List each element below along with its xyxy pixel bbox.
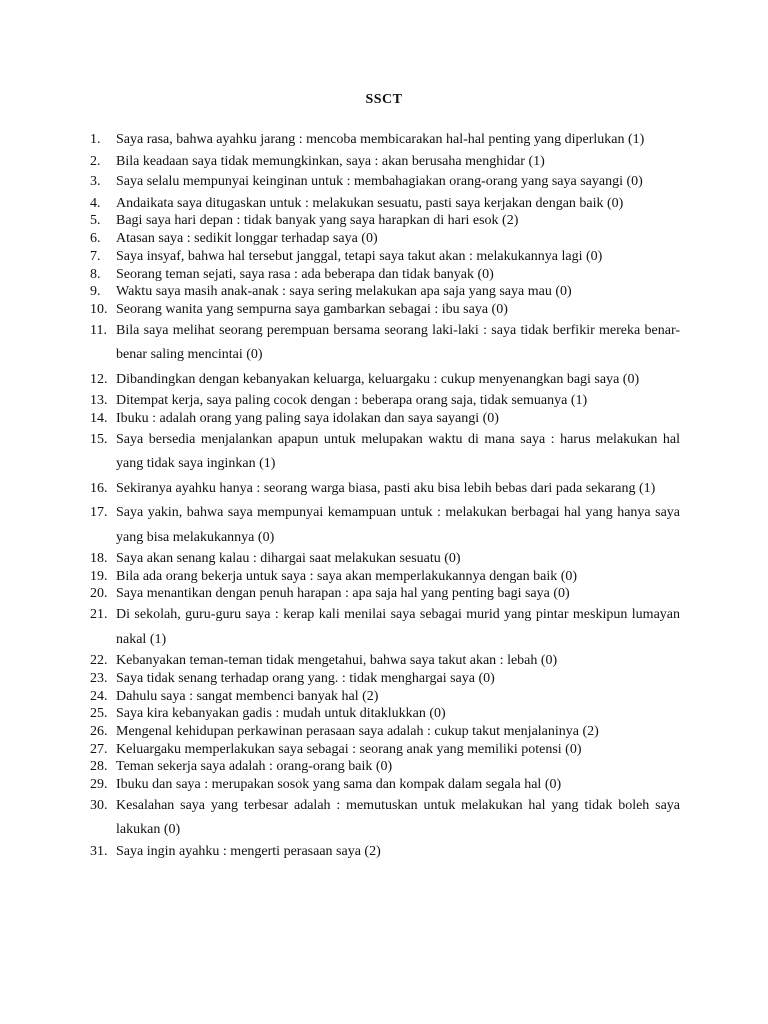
item-number: 14. [90, 410, 108, 426]
document-title: SSCT [365, 92, 403, 107]
list-item [90, 758, 680, 776]
list-item [90, 652, 680, 670]
item-number: 19. [90, 568, 108, 584]
list-item [90, 392, 680, 410]
item-text: Saya tidak senang terhadap orang yang. : tidak menghargai saya (0) [116, 670, 495, 686]
item-text: Kebanyakan teman-teman tidak mengetahui, bahwa saya takut akan : lebah (0) [116, 653, 558, 669]
list-item [90, 776, 680, 794]
item-text: Andaikata saya ditugaskan untuk : melakukan sesuatu, pasti saya kerjakan dengan baik (0) [116, 195, 624, 211]
list-item [90, 319, 680, 368]
item-number: 6. [90, 231, 101, 247]
item-text: Mengenal kehidupan perkawinan perasaan saya adalah : cukup takut menjalaninya (2) [116, 723, 599, 739]
item-number: 7. [90, 248, 101, 264]
item-number: 31. [90, 843, 108, 859]
item-text: Seorang wanita yang sempurna saya gambarkan sebagai : ibu saya (0) [116, 301, 508, 317]
item-number: 1. [90, 132, 101, 147]
item-number: 24. [90, 688, 108, 704]
item-text: Waktu saya masih anak-anak : saya sering melakukan apa saja yang saya mau (0) [116, 284, 572, 300]
item-number: 9. [90, 284, 101, 300]
list-item [90, 550, 680, 568]
item-number: 17. [90, 505, 108, 521]
list-item [90, 368, 680, 393]
item-number: 27. [90, 741, 108, 757]
item-number: 4. [90, 195, 101, 211]
list-item [90, 301, 680, 319]
item-text: Saya yakin, bahwa saya mempunyai kemampuan untuk : melakukan berbagai hal yang hanya saya yang bisa melakukannya (0) [116, 505, 680, 545]
item-number: 16. [90, 480, 108, 496]
item-text: Saya ingin ayahku : mengerti perasaan saya (2) [116, 843, 381, 859]
item-number: 12. [90, 371, 108, 387]
item-text: Teman sekerja saya adalah : orang-orang baik (0) [116, 759, 393, 775]
list-item [90, 248, 680, 266]
item-text: Saya insyaf, bahwa hal tersebut janggal, tetapi saya takut akan : melakukannya lagi (0) [116, 248, 603, 264]
item-text: Bila keadaan saya tidak memungkinkan, saya : akan berusaha menghidar (1) [116, 153, 545, 169]
list-item [90, 585, 680, 603]
list-item [90, 568, 680, 586]
list-item [90, 283, 680, 301]
item-number: 13. [90, 393, 108, 409]
item-text: Sekiranya ayahku hanya : seorang warga biasa, pasti aku bisa lebih bebas dari pada sekarang (1) [116, 480, 656, 496]
list-item [90, 741, 680, 759]
list-item [90, 477, 680, 502]
list-item [90, 128, 680, 153]
list-item [90, 170, 680, 195]
item-text: Saya selalu mempunyai keinginan untuk : membahagiakan orang-orang yang saya sayangi (0) [116, 174, 643, 190]
item-text: Saya akan senang kalau : dihargai saat melakukan sesuatu (0) [116, 551, 461, 567]
item-text: Saya bersedia menjalankan apapun untuk melupakan waktu di mana saya : harus melakukan hal yang tidak saya inginkan (1) [116, 431, 680, 472]
list-item [90, 195, 680, 213]
list-item [90, 428, 680, 477]
list-item [90, 266, 680, 284]
list-item [90, 705, 680, 723]
item-text: Saya rasa, bahwa ayahku jarang : mencoba membicarakan hal-hal penting yang diperlukan (1) [116, 132, 645, 147]
item-number: 2. [90, 153, 101, 169]
item-text: Keluargaku memperlakukan saya sebagai : seorang anak yang memiliki potensi (0) [116, 741, 582, 757]
item-number: 22. [90, 653, 108, 669]
list-item [90, 794, 680, 843]
item-number: 8. [90, 266, 101, 282]
list-item [90, 230, 680, 248]
item-text: Di sekolah, guru-guru saya : kerap kali menilai saya sebagai murid yang pintar meskipun lumayan nakal (1) [116, 607, 680, 647]
list-item [90, 723, 680, 741]
sentence-list [90, 128, 680, 860]
item-number: 30. [90, 797, 108, 813]
list-item [90, 843, 680, 861]
list-item [90, 153, 680, 171]
list-item [90, 603, 680, 652]
item-text: Seorang teman sejati, saya rasa : ada beberapa dan tidak banyak (0) [116, 266, 494, 282]
item-text: Dahulu saya : sangat membenci banyak hal (2) [116, 688, 379, 704]
list-item [90, 410, 680, 428]
item-number: 28. [90, 759, 108, 775]
item-number: 10. [90, 301, 108, 317]
list-item [90, 670, 680, 688]
list-item [90, 688, 680, 706]
item-number: 15. [90, 431, 108, 447]
item-number: 11. [90, 322, 107, 338]
item-text: Bila ada orang bekerja untuk saya : saya akan memperlakukannya dengan baik (0) [116, 568, 578, 584]
item-number: 25. [90, 706, 108, 722]
item-number: 3. [90, 174, 101, 190]
item-text: Bila saya melihat seorang perempuan bersama seorang laki-laki : saya tidak berfikir mereka benar-benar saling mencintai (0) [116, 322, 680, 363]
item-number: 29. [90, 777, 108, 793]
item-number: 21. [90, 607, 108, 623]
list-item [90, 501, 680, 550]
item-text: Ibuku dan saya : merupakan sosok yang sama dan kompak dalam segala hal (0) [116, 777, 562, 793]
item-number: 23. [90, 670, 108, 686]
item-text: Saya kira kebanyakan gadis : mudah untuk ditaklukkan (0) [116, 706, 446, 722]
item-text: Dibandingkan dengan kebanyakan keluarga, keluargaku : cukup menyenangkan bagi saya (0) [116, 371, 640, 387]
item-text: Atasan saya : sedikit longgar terhadap saya (0) [116, 231, 378, 247]
item-text: Kesalahan saya yang terbesar adalah : memutuskan untuk melakukan hal yang tidak boleh saya lakukan (0) [116, 797, 680, 838]
item-number: 18. [90, 551, 108, 567]
item-text: Ibuku : adalah orang yang paling saya idolakan dan saya sayangi (0) [116, 410, 499, 426]
item-number: 5. [90, 213, 101, 229]
item-text: Saya menantikan dengan penuh harapan : apa saja hal yang penting bagi saya (0) [116, 586, 570, 602]
item-text: Ditempat kerja, saya paling cocok dengan : beberapa orang saja, tidak semuanya (1) [116, 393, 588, 409]
item-text: Bagi saya hari depan : tidak banyak yang saya harapkan di hari esok (2) [116, 213, 519, 229]
list-item [90, 212, 680, 230]
item-number: 26. [90, 723, 108, 739]
item-number: 20. [90, 586, 108, 602]
